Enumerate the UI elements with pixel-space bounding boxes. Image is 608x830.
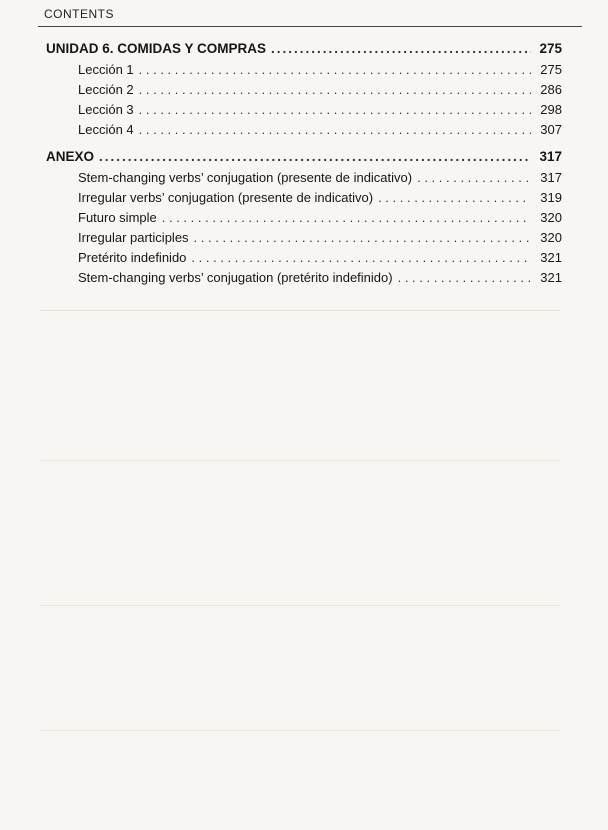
dot-leader — [139, 80, 531, 100]
dot-leader — [139, 100, 531, 120]
section-title: UNIDAD 6. COMIDAS Y COMPRAS — [46, 41, 267, 56]
section-page-number: 275 — [539, 41, 562, 56]
entry-page-number: 307 — [540, 122, 562, 137]
dot-leader — [398, 268, 531, 288]
entry-page-number: 320 — [540, 210, 562, 225]
entry-label: Lección 3 — [78, 102, 134, 117]
section-page-number: 317 — [539, 149, 562, 164]
entry-page-number: 320 — [540, 230, 562, 245]
dot-leader — [162, 208, 531, 228]
entry-label: Irregular verbs’ conjugation (presente de indicativo) — [78, 190, 374, 205]
bleed-through-text — [40, 730, 560, 732]
entry-label: Lección 1 — [78, 62, 134, 77]
dot-leader — [194, 228, 531, 248]
entry-label: Lección 2 — [78, 82, 134, 97]
entry-page-number: 321 — [540, 250, 562, 265]
entry-label: Lección 4 — [78, 122, 134, 137]
entry-page-number: 317 — [540, 170, 562, 185]
dot-leader — [378, 188, 531, 208]
entry-page-number: 286 — [540, 82, 562, 97]
dot-leader — [271, 38, 531, 60]
toc-entry[interactable] — [46, 228, 562, 248]
toc-section-unidad-6[interactable] — [46, 38, 562, 60]
header-rule — [38, 26, 582, 27]
entry-page-number: 275 — [540, 62, 562, 77]
bleed-through-text — [40, 460, 560, 462]
entry-page-number: 319 — [540, 190, 562, 205]
bleed-through-text — [40, 310, 560, 312]
entry-page-number: 298 — [540, 102, 562, 117]
dot-leader — [417, 168, 531, 188]
entry-page-number: 321 — [540, 270, 562, 285]
toc-entry[interactable] — [46, 248, 562, 268]
dot-leader — [99, 146, 531, 168]
toc-section-anexo[interactable] — [46, 146, 562, 168]
entry-label: Stem-changing verbs’ conjugation (pretérito indefinido) — [78, 270, 393, 285]
dot-leader — [191, 248, 531, 268]
toc-entry[interactable] — [46, 80, 562, 100]
dot-leader — [139, 120, 531, 140]
table-of-contents — [46, 38, 562, 288]
entry-label: Stem-changing verbs’ conjugation (presente de indicativo) — [78, 170, 413, 185]
bleed-through-text — [40, 605, 560, 607]
toc-entry[interactable] — [46, 120, 562, 140]
entry-label: Irregular participles — [78, 230, 189, 245]
entry-label: Futuro simple — [78, 210, 157, 225]
toc-entry[interactable] — [46, 60, 562, 80]
toc-entry[interactable] — [46, 188, 562, 208]
section-title: ANEXO — [46, 149, 95, 164]
toc-entry[interactable] — [46, 268, 562, 288]
toc-entry[interactable] — [46, 168, 562, 188]
toc-entry[interactable] — [46, 100, 562, 120]
entry-label: Pretérito indefinido — [78, 250, 187, 265]
toc-entry[interactable] — [46, 208, 562, 228]
dot-leader — [139, 60, 531, 80]
running-head: CONTENTS — [44, 7, 114, 21]
